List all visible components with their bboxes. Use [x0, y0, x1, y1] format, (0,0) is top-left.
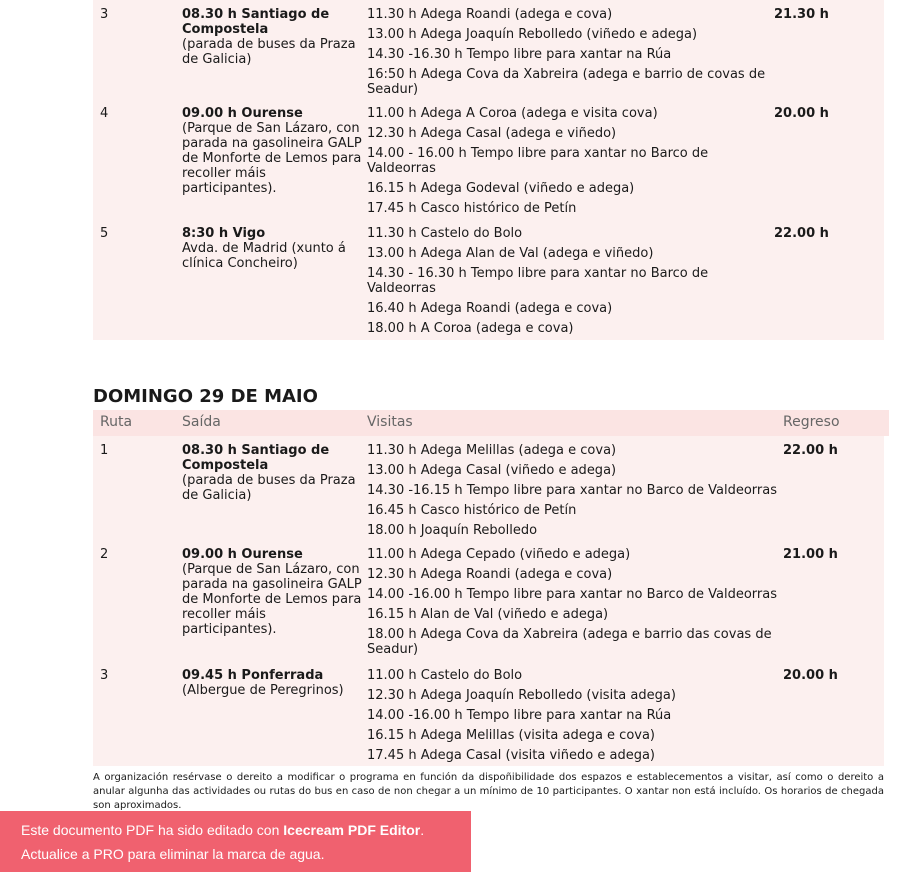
- visit-item: 16.15 h Alan de Val (viñedo e adega): [367, 607, 609, 622]
- visit-item: 18.00 h Adega Cova da Xabreira (adega e barrio das covas de Seadur): [367, 627, 772, 657]
- header-visitas: Visitas: [367, 414, 413, 430]
- departure-time: 08.30 h Santiago de Compostela: [182, 7, 330, 37]
- departure-cell: [182, 226, 362, 271]
- disclaimer-footnote: A organización resérvase o dereito a modificar o programa en función da dispoñibilidade dos espazos e establecementos a visitar, así como o dereito a anular algunha das actividades ou rutas do bus en caso de non chegar a un mínimo de 10 participantes. O xantar non está incluído. Os horarios de chegada son aproximados.: [93, 772, 884, 811]
- table-row: [93, 100, 884, 220]
- table-row: [93, 661, 884, 766]
- watermark-prefix: Este documento PDF ha sido editado con: [21, 822, 284, 838]
- watermark-line-2: Actualice a PRO para eliminar la marca de agua.: [21, 846, 325, 862]
- departure-time: 08.30 h Santiago de Compostela: [182, 443, 330, 473]
- visits-cell: [367, 226, 767, 341]
- visit-item: 14.30 -16.15 h Tempo libre para xantar no Barco de Valdeorras: [367, 483, 778, 498]
- visit-item: 11.30 h Adega Melillas (adega e cova): [367, 443, 617, 458]
- departure-cell: [182, 547, 362, 637]
- visit-item: 11.00 h Adega Cepado (viñedo e adega): [367, 547, 631, 562]
- visit-item: 16:50 h Adega Cova da Xabreira (adega e barrio de covas de Seadur): [367, 67, 766, 97]
- visit-item: 16.15 h Adega Melillas (visita adega e cova): [367, 728, 656, 743]
- table-row: [93, 436, 884, 541]
- visit-item: 13.00 h Adega Casal (viñedo e adega): [367, 463, 617, 478]
- departure-cell: [182, 668, 362, 698]
- header-regreso: Regreso: [783, 414, 840, 430]
- departure-cell: [182, 443, 362, 503]
- visit-item: 16.40 h Adega Roandi (adega e cova): [367, 301, 613, 316]
- visits-cell: [367, 443, 787, 543]
- visit-item: 16.45 h Casco histórico de Petín: [367, 503, 577, 518]
- return-time: 22.00 h: [783, 443, 838, 458]
- table-row: [93, 541, 884, 661]
- visit-item: 14.30 - 16.30 h Tempo libre para xantar no Barco de Valdeorras: [367, 266, 709, 296]
- top-schedule-table: [93, 0, 884, 340]
- visits-cell: [367, 547, 787, 662]
- departure-time: 09.00 h Ourense: [182, 547, 303, 562]
- watermark-brand: Icecream PDF Editor: [283, 822, 421, 838]
- return-time: 21.00 h: [783, 547, 838, 562]
- table-header: [93, 410, 889, 436]
- watermark-suffix: .: [420, 822, 425, 838]
- visit-item: 13.00 h Adega Alan de Val (adega e viñedo): [367, 246, 654, 261]
- visits-cell: [367, 668, 787, 768]
- watermark-banner[interactable]: [0, 811, 471, 872]
- route-number: 3: [100, 7, 109, 22]
- visit-item: 14.00 -16.00 h Tempo libre para xantar no Barco de Valdeorras: [367, 587, 778, 602]
- return-time: 20.00 h: [783, 668, 838, 683]
- departure-time: 09.00 h Ourense: [182, 106, 303, 121]
- visit-item: 13.00 h Adega Joaquín Rebolledo (viñedo e adega): [367, 27, 698, 42]
- visit-item: 14.00 - 16.00 h Tempo libre para xantar no Barco de Valdeorras: [367, 146, 709, 176]
- visit-item: 12.30 h Adega Joaquín Rebolledo (visita adega): [367, 688, 676, 703]
- departure-detail: Avda. de Madrid (xunto á clínica Concheiro): [182, 241, 346, 271]
- departure-detail: (parada de buses da Praza de Galicia): [182, 473, 356, 503]
- departure-cell: [182, 7, 362, 67]
- visit-item: 11.00 h Castelo do Bolo: [367, 668, 523, 683]
- route-number: 3: [100, 668, 109, 683]
- table-row: [93, 0, 884, 100]
- visits-cell: [367, 106, 767, 221]
- visit-item: 12.30 h Adega Casal (adega e viñedo): [367, 126, 617, 141]
- departure-detail: (Parque de San Lázaro, con parada na gasolineira GALP de Monforte de Lemos para recoller máis participantes).: [182, 562, 362, 637]
- route-number: 1: [100, 443, 109, 458]
- departure-detail: (Albergue de Peregrinos): [182, 683, 344, 698]
- visits-cell: [367, 7, 767, 102]
- departure-cell: [182, 106, 362, 196]
- visit-item: 16.15 h Adega Godeval (viñedo e adega): [367, 181, 635, 196]
- visit-item: 14.30 -16.30 h Tempo libre para xantar na Rúa: [367, 47, 672, 62]
- departure-detail: (parada de buses da Praza de Galicia): [182, 37, 356, 67]
- visit-item: 18.00 h A Coroa (adega e cova): [367, 321, 574, 336]
- departure-time: 8:30 h Vigo: [182, 226, 266, 241]
- section-title: DOMINGO 29 DE MAIO: [93, 386, 318, 407]
- visit-item: 11.00 h Adega A Coroa (adega e visita cova): [367, 106, 658, 121]
- route-number: 2: [100, 547, 109, 562]
- route-number: 5: [100, 226, 109, 241]
- table-row: [93, 220, 884, 340]
- visit-item: 11.30 h Adega Roandi (adega e cova): [367, 7, 613, 22]
- visit-item: 18.00 h Joaquín Rebolledo: [367, 523, 538, 538]
- visit-item: 17.45 h Adega Casal (visita viñedo e adega): [367, 748, 655, 763]
- return-time: 20.00 h: [774, 106, 829, 121]
- route-number: 4: [100, 106, 109, 121]
- visit-item: 11.30 h Castelo do Bolo: [367, 226, 523, 241]
- header-saida: Saída: [182, 414, 221, 430]
- header-ruta: Ruta: [100, 414, 133, 430]
- visit-item: 12.30 h Adega Roandi (adega e cova): [367, 567, 613, 582]
- return-time: 22.00 h: [774, 226, 829, 241]
- visit-item: 14.00 -16.00 h Tempo libre para xantar na Rúa: [367, 708, 672, 723]
- domingo-schedule-table: [93, 436, 884, 766]
- departure-detail: (Parque de San Lázaro, con parada na gasolineira GALP de Monforte de Lemos para recoller máis participantes).: [182, 121, 362, 196]
- departure-time: 09.45 h Ponferrada: [182, 668, 324, 683]
- visit-item: 17.45 h Casco histórico de Petín: [367, 201, 577, 216]
- return-time: 21.30 h: [774, 7, 829, 22]
- watermark-line-1: [21, 818, 424, 842]
